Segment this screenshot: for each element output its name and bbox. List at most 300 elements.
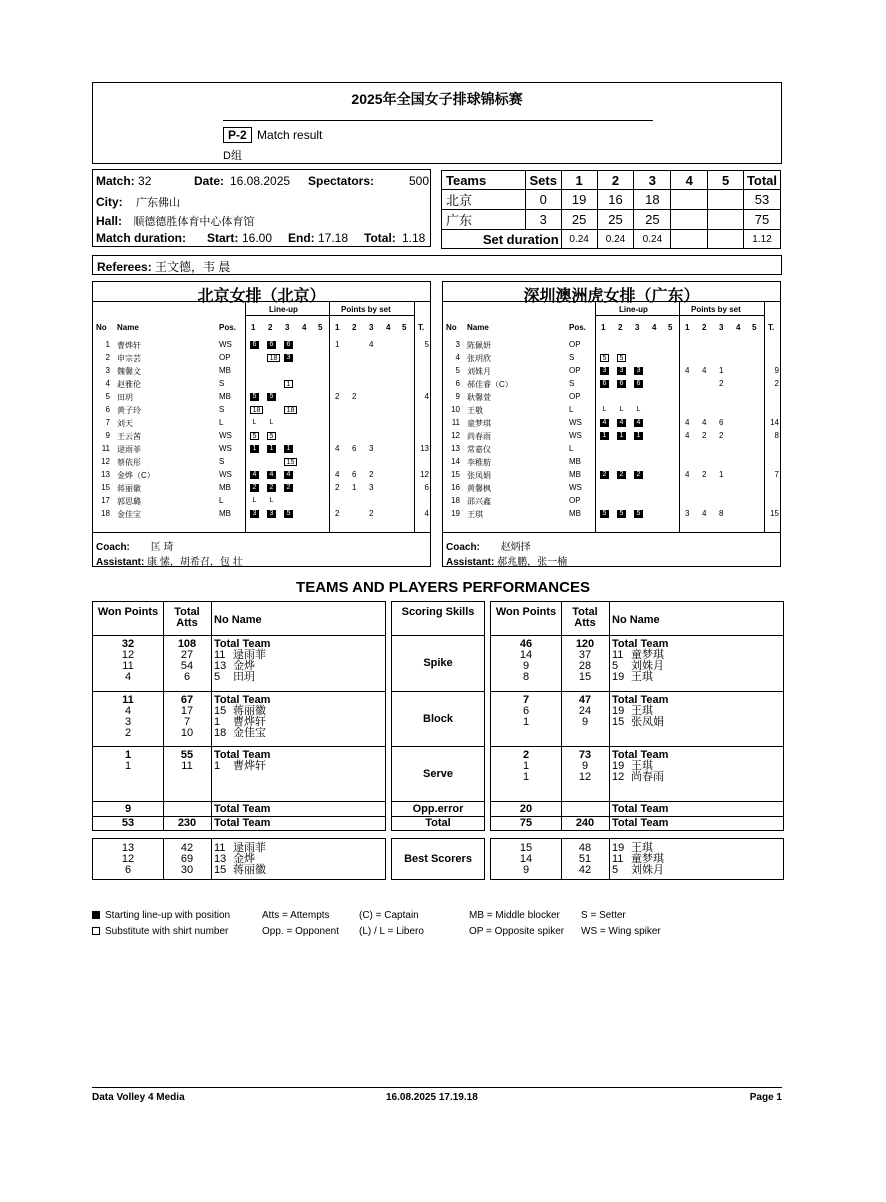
won-points: 14 — [519, 649, 533, 661]
player-name: 蔡依彤 — [117, 458, 141, 467]
col-name: Name — [117, 323, 139, 332]
col-pos: Pos. — [569, 323, 586, 332]
best-player-name: 刘姝月 — [631, 864, 664, 876]
best-player-name: 童梦琪 — [631, 853, 664, 865]
player-row — [443, 405, 780, 417]
no-name-header: No Name — [612, 614, 660, 626]
player-number: 12 — [451, 431, 460, 440]
lineup-cell: 5 — [634, 510, 643, 518]
player-position: L — [219, 418, 224, 427]
skills-section-line — [392, 746, 484, 747]
col-l3: 3 — [635, 323, 640, 332]
player-number: 18 — [451, 496, 460, 505]
player-name: 申宗芸 — [117, 354, 141, 363]
total-team-label: Total Team — [612, 638, 669, 650]
performance-title: TEAMS AND PLAYERS PERFORMANCES — [296, 579, 590, 596]
player-row — [443, 366, 780, 378]
legend-starting-text: Starting line-up with position — [105, 910, 231, 921]
set-points: 6 — [352, 470, 357, 479]
opp-error-won: 9 — [124, 803, 132, 815]
competition-title: 2025年全国女子排球锦标赛 — [351, 91, 523, 107]
match-info-box — [92, 169, 431, 247]
player-row — [443, 470, 780, 482]
legend-opp: Opp. = Opponent — [262, 926, 340, 937]
player-position: S — [219, 379, 225, 388]
opp-error-total-team: Total Team — [214, 803, 271, 815]
col-p1: 1 — [685, 323, 690, 332]
best-player-name: 王琪 — [631, 842, 653, 854]
total-team-label: Total Team — [214, 638, 271, 650]
player-position: WS — [569, 483, 582, 492]
set-points: 2 — [719, 431, 724, 440]
player-row — [443, 444, 780, 456]
won-points: 1 — [124, 749, 132, 761]
set2-duration: 0.24 — [597, 230, 634, 249]
lineup-cell: 18 — [250, 406, 263, 414]
player-position: WS — [219, 340, 232, 349]
player-position: OP — [569, 496, 581, 505]
lineup-cell: 1 — [634, 432, 643, 440]
player-number: 11 — [612, 649, 624, 661]
match-info-row — [96, 174, 429, 188]
player-number: 1 — [214, 716, 221, 728]
player-position: S — [569, 353, 575, 362]
header-divider — [223, 120, 653, 121]
lineup-cell: L — [252, 497, 257, 504]
player-number: 3 — [455, 340, 460, 349]
grand-total-won: 53 — [121, 817, 135, 829]
won-points: 1 — [124, 760, 132, 772]
best-total-atts: 42 — [180, 842, 194, 854]
lineup-cell: 5 — [600, 354, 609, 362]
set-points: 4 — [685, 431, 690, 440]
player-row — [93, 392, 430, 404]
set5-header: 5 — [708, 171, 744, 190]
teams-header: Teams — [442, 171, 526, 190]
won-points: 9 — [522, 660, 530, 672]
player-total: 5 — [424, 340, 429, 349]
legend-libero: (L) / L = Libero — [359, 926, 424, 937]
lineup-cell: 3 — [634, 367, 643, 375]
lineup-cell: L — [269, 497, 274, 504]
player-number: 19 — [612, 705, 625, 717]
player-number: 16 — [451, 483, 460, 492]
best-total-atts: 42 — [578, 864, 592, 876]
legend-ws: WS = Wing spiker — [581, 926, 661, 937]
total-atts: 7 — [183, 716, 191, 728]
lineup-cell: 4 — [600, 419, 609, 427]
won-points-header: Won Points — [97, 606, 159, 618]
lineup-cell: L — [252, 419, 257, 426]
player-number: 15 — [214, 705, 227, 717]
skill-name: Spike — [423, 657, 453, 669]
sets-score-table — [441, 170, 781, 249]
lineup-cell: 6 — [267, 341, 276, 349]
best-player-name: 逯雨菲 — [233, 842, 266, 854]
lineup-cell: 2 — [284, 484, 293, 492]
player-name: 王琪 — [631, 760, 653, 772]
perf-section-line — [93, 746, 385, 747]
total-atts: 27 — [180, 649, 194, 661]
player-position: OP — [569, 366, 581, 375]
total-atts: 54 — [180, 660, 194, 672]
hall-value: 顺德德胜体育中心体育馆 — [133, 216, 255, 228]
grand-total-team: Total Team — [214, 817, 271, 829]
player-row — [93, 379, 430, 391]
col-p1: 1 — [335, 323, 340, 332]
best-won-points: 6 — [124, 864, 132, 876]
player-number: 15 — [451, 470, 460, 479]
col-l5: 5 — [318, 323, 323, 332]
player-name: 耿馨萱 — [467, 393, 491, 402]
player-name: 黄子玲 — [117, 406, 141, 415]
lineup-cell: 2 — [267, 484, 276, 492]
best-scorers-label: Best Scorers — [404, 853, 472, 865]
perf-section-line — [491, 635, 783, 636]
player-name: 赵雅伦 — [117, 380, 141, 389]
set-points: 4 — [369, 340, 374, 349]
perf-section-line — [491, 746, 783, 747]
team-b-points-header: Points by set — [691, 305, 741, 314]
player-position: OP — [569, 340, 581, 349]
city-value: 广东佛山 — [136, 197, 181, 209]
performance-right-box — [490, 601, 784, 831]
lineup-cell: 3 — [267, 510, 276, 518]
player-number: 1 — [105, 340, 110, 349]
team-a-set3: 18 — [634, 190, 671, 210]
player-name: 金佳宝 — [233, 727, 266, 739]
team-a-panel — [92, 281, 431, 567]
player-name: 张凤娟 — [631, 716, 664, 728]
won-points: 4 — [124, 705, 132, 717]
team-b-set4 — [671, 210, 708, 230]
set-duration-row — [442, 230, 781, 249]
lineup-cell: L — [602, 406, 607, 413]
report-code — [223, 127, 322, 143]
player-total: 15 — [770, 509, 779, 518]
player-name: 王琪 — [631, 705, 653, 717]
player-position: MB — [219, 392, 231, 401]
player-name: 童梦琪 — [467, 419, 491, 428]
team-b-divider — [443, 301, 780, 302]
lineup-cell: 6 — [284, 341, 293, 349]
best-player-number: 11 — [612, 853, 624, 865]
match-label: Match: — [96, 174, 135, 188]
player-name: 逯雨菲 — [117, 445, 141, 454]
best-vline-2 — [609, 839, 610, 879]
legend-op: OP = Opposite spiker — [469, 926, 565, 937]
col-p3: 3 — [369, 323, 374, 332]
player-position: MB — [569, 470, 581, 479]
best-player-name: 蒋丽徽 — [233, 864, 266, 876]
lineup-cell: 3 — [284, 354, 293, 362]
lineup-cell: 5 — [600, 510, 609, 518]
player-number: 14 — [451, 457, 460, 466]
perf-vline-2 — [609, 602, 610, 830]
report-subtitle: Match result — [257, 128, 323, 142]
set-points: 3 — [685, 509, 690, 518]
legend-mb: MB = Middle blocker — [469, 910, 560, 921]
total-atts: 37 — [578, 649, 592, 661]
player-number: 19 — [612, 760, 625, 772]
legend-s: S = Setter — [581, 910, 626, 921]
col-name: Name — [467, 323, 489, 332]
team-b-assistant — [446, 553, 567, 568]
player-position: L — [569, 444, 574, 453]
end-time: 17.18 — [318, 231, 349, 245]
won-points-header: Won Points — [495, 606, 557, 618]
team-b-set1: 25 — [561, 210, 597, 230]
spectators-label: Spectators: — [308, 174, 375, 188]
lineup-cell: 4 — [634, 419, 643, 427]
perf-vline-2 — [211, 602, 212, 830]
no-name-header: No Name — [214, 614, 262, 626]
player-position: L — [569, 405, 574, 414]
set-points: 2 — [702, 470, 707, 479]
total-atts: 120 — [575, 638, 595, 650]
player-number: 12 — [101, 457, 110, 466]
set-points: 3 — [369, 483, 374, 492]
col-no: No — [446, 323, 457, 332]
player-row — [443, 496, 780, 508]
start-label: Start: — [207, 231, 239, 245]
total-atts: 55 — [180, 749, 194, 761]
player-position: MB — [219, 366, 231, 375]
set-points: 1 — [719, 366, 724, 375]
team-a-points-header: Points by set — [341, 305, 391, 314]
col-l4: 4 — [302, 323, 307, 332]
city-row — [96, 194, 180, 210]
team-a-lineup-header: Line-up — [269, 305, 298, 314]
total-header: Total — [743, 171, 780, 190]
set-points: 2 — [369, 470, 374, 479]
player-position: OP — [569, 392, 581, 401]
player-total: 12 — [420, 470, 429, 479]
player-name: 尚春雨 — [631, 771, 664, 783]
player-total: 13 — [420, 444, 429, 453]
duration-label: Match duration: — [96, 231, 186, 245]
best-player-number: 15 — [214, 864, 227, 876]
lineup-cell: 5 — [617, 354, 626, 362]
player-number: 11 — [101, 444, 110, 453]
player-number: 15 — [101, 483, 110, 492]
lineup-cell: 6 — [250, 341, 259, 349]
best-player-number: 5 — [612, 864, 619, 876]
set3-duration: 0.24 — [634, 230, 671, 249]
total-duration: 1.18 — [402, 231, 426, 245]
player-position: OP — [219, 353, 231, 362]
team-a-set1: 19 — [561, 190, 597, 210]
set5-duration — [708, 230, 744, 249]
best-scorers-right-box — [490, 838, 784, 880]
team-b-set2: 25 — [597, 210, 634, 230]
player-position: MB — [219, 483, 231, 492]
set-points: 4 — [335, 470, 340, 479]
best-total-atts: 69 — [180, 853, 194, 865]
player-name: 蒋丽徽 — [233, 705, 266, 717]
player-number: 4 — [105, 379, 110, 388]
player-number: 13 — [214, 660, 227, 672]
player-number: 9 — [455, 392, 460, 401]
col-l1: 1 — [251, 323, 256, 332]
total-atts: 24 — [578, 705, 592, 717]
opp-error-won: 20 — [519, 803, 533, 815]
player-total: 6 — [424, 483, 429, 492]
player-position: S — [219, 457, 225, 466]
player-number: 11 — [214, 649, 226, 661]
player-row — [443, 418, 780, 430]
skill-name: Block — [423, 712, 453, 725]
player-row — [93, 444, 430, 456]
player-name: 金佳宝 — [117, 510, 141, 519]
footer-page: Page 1 — [749, 1092, 782, 1103]
grand-total-won: 75 — [519, 817, 533, 829]
total-label: Total — [425, 817, 451, 829]
won-points: 32 — [121, 638, 135, 650]
footer-divider — [92, 1087, 782, 1088]
team-a-assistant — [96, 553, 243, 568]
total-atts: 6 — [183, 671, 191, 683]
player-name: 童梦琪 — [631, 649, 664, 661]
team-b-panel — [442, 281, 781, 567]
set-points: 4 — [685, 418, 690, 427]
player-name: 金烨 — [233, 660, 255, 672]
col-no: No — [96, 323, 107, 332]
city-label: City: — [96, 195, 123, 209]
player-number: 18 — [214, 727, 227, 739]
player-number: 1 — [214, 760, 221, 772]
best-won-points: 15 — [519, 842, 533, 854]
set-points: 2 — [702, 431, 707, 440]
match-date: 16.08.2025 — [230, 174, 291, 188]
team-b-set3: 25 — [634, 210, 671, 230]
best-player-name: 金烨 — [233, 853, 255, 865]
player-number: 10 — [451, 405, 460, 414]
player-row — [93, 353, 430, 365]
lineup-cell: 3 — [617, 367, 626, 375]
player-total: 4 — [424, 392, 429, 401]
lineup-cell: L — [636, 406, 641, 413]
lineup-cell: 4 — [250, 471, 259, 479]
set-points: 2 — [352, 392, 357, 401]
won-points: 1 — [522, 716, 530, 728]
total-team-label: Total Team — [214, 749, 271, 761]
won-points: 2 — [522, 749, 530, 761]
coach-name: 赵炳择 — [500, 542, 531, 553]
total-atts: 12 — [578, 771, 592, 783]
total-atts-header: Total Atts — [174, 606, 200, 629]
date-label: Date: — [194, 174, 225, 188]
player-number: 5 — [105, 392, 110, 401]
total-label: Total: — [364, 231, 396, 245]
player-name: 王琪 — [631, 671, 653, 683]
lineup-cell: 6 — [634, 380, 643, 388]
player-name: 常嘉仪 — [467, 445, 491, 454]
player-row — [443, 340, 780, 352]
lineup-cell: 15 — [284, 458, 297, 466]
player-name: 曹烨轩 — [233, 716, 266, 728]
lineup-cell: 6 — [600, 380, 609, 388]
player-row — [93, 405, 430, 417]
coach-label: Coach: — [96, 542, 130, 553]
performance-left-box — [92, 601, 386, 831]
player-name: 王敬 — [467, 406, 483, 415]
opp-error-line — [93, 801, 385, 802]
player-row — [443, 483, 780, 495]
player-name: 田玥 — [233, 671, 255, 683]
player-position: MB — [569, 509, 581, 518]
set2-header: 2 — [597, 171, 634, 190]
player-number: 5 — [612, 660, 619, 672]
team-a-name: 北京女排（北京） — [197, 288, 326, 305]
player-row — [93, 366, 430, 378]
team-b-lineup-header: Line-up — [619, 305, 648, 314]
set-points: 2 — [335, 483, 340, 492]
opp-error-label: Opp.error — [412, 803, 464, 815]
set4-duration — [671, 230, 708, 249]
player-row — [93, 431, 430, 443]
player-name: 邵兴鑫 — [467, 497, 491, 506]
player-row — [93, 496, 430, 508]
performance-skills-box — [391, 601, 485, 831]
team-a-set4 — [671, 190, 708, 210]
best-scorers-left-box — [92, 838, 386, 880]
won-points: 1 — [522, 760, 530, 772]
sets-duration-total: 1.12 — [743, 230, 780, 249]
lineup-cell: 3 — [600, 367, 609, 375]
player-number: 3 — [105, 366, 110, 375]
player-name: 曹烨轩 — [233, 760, 266, 772]
player-total: 14 — [770, 418, 779, 427]
col-l2: 2 — [618, 323, 623, 332]
player-name: 郝佳睿（C） — [467, 380, 513, 389]
best-won-points: 13 — [121, 842, 135, 854]
best-scorers-label-box — [391, 838, 485, 880]
team-b-name: 深圳澳洲虎女排（广东） — [523, 288, 700, 305]
perf-section-line — [491, 691, 783, 692]
lineup-cell: 5 — [267, 393, 276, 401]
set-points: 4 — [685, 470, 690, 479]
set-points: 4 — [685, 366, 690, 375]
player-row — [93, 470, 430, 482]
team-b-total: 75 — [743, 210, 780, 230]
best-won-points: 12 — [121, 853, 135, 865]
player-name: 田玥 — [117, 393, 133, 402]
set-points: 2 — [335, 509, 340, 518]
duration-row — [96, 231, 429, 245]
set3-header: 3 — [634, 171, 671, 190]
lineup-cell: 2 — [634, 471, 643, 479]
player-number: 2 — [105, 353, 110, 362]
total-atts: 108 — [177, 638, 197, 650]
won-points: 4 — [124, 671, 132, 683]
won-points: 3 — [124, 716, 132, 728]
won-points: 6 — [522, 705, 530, 717]
lineup-cell: 3 — [250, 510, 259, 518]
total-atts: 47 — [578, 694, 592, 706]
player-row — [93, 457, 430, 469]
best-won-points: 9 — [522, 864, 530, 876]
legend-starting — [92, 910, 230, 921]
total-atts: 17 — [180, 705, 194, 717]
player-position: MB — [219, 509, 231, 518]
lineup-cell: 4 — [267, 471, 276, 479]
total-atts: 67 — [180, 694, 194, 706]
team-a-sets: 0 — [525, 190, 561, 210]
total-atts-header: Total Atts — [572, 606, 598, 629]
lineup-cell: 1 — [284, 445, 293, 453]
opp-error-total-team: Total Team — [612, 803, 669, 815]
